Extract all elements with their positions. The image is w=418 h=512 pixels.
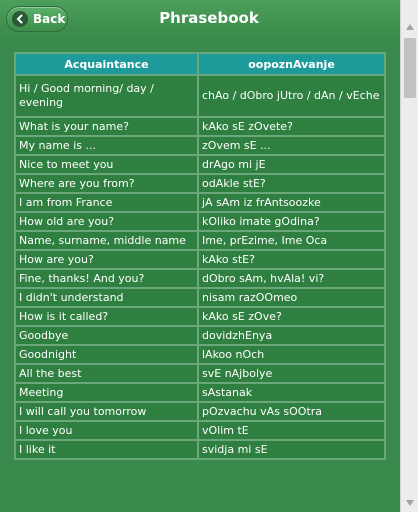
phrase-english: Name, surname, middle name [15, 231, 198, 250]
phrase-transliteration: drAgo mi jE [198, 155, 385, 174]
page-title: Phrasebook [159, 9, 259, 27]
column-header-serbian: oopoznAvanje [198, 53, 385, 75]
phrase-transliteration: kAko sE zOvete? [198, 117, 385, 136]
phrase-english: Where are you from? [15, 174, 198, 193]
table-row[interactable] [15, 193, 385, 212]
table-row[interactable] [15, 212, 385, 231]
phrase-english: Meeting [15, 383, 198, 402]
phrase-english: I will call you tomorrow [15, 402, 198, 421]
phrase-english: Fine, thanks! And you? [15, 269, 198, 288]
phrase-transliteration: chAo / dObro jUtro / dAn / vEche [198, 75, 385, 117]
table-row[interactable] [15, 326, 385, 345]
phrase-transliteration: nisam razOOmeo [198, 288, 385, 307]
back-button-label: Back [33, 12, 66, 26]
phrase-english: Nice to meet you [15, 155, 198, 174]
phrase-english: All the best [15, 364, 198, 383]
phrase-transliteration: vOlim tE [198, 421, 385, 440]
vertical-scrollbar[interactable] [400, 0, 418, 512]
phrase-transliteration: lAkoo nOch [198, 345, 385, 364]
table-row[interactable] [15, 269, 385, 288]
phrase-english: I didn't understand [15, 288, 198, 307]
column-header-english: Acquaintance [15, 53, 198, 75]
phrase-transliteration: kAko sE zOve? [198, 307, 385, 326]
table-row[interactable] [15, 288, 385, 307]
phrase-transliteration: jA sAm iz frAntsoozke [198, 193, 385, 212]
phrase-english: What is your name? [15, 117, 198, 136]
phrase-english: My name is ... [15, 136, 198, 155]
phrase-transliteration: sAstanak [198, 383, 385, 402]
table-row[interactable] [15, 421, 385, 440]
table-row[interactable] [15, 155, 385, 174]
phrase-english: Goodnight [15, 345, 198, 364]
phrase-transliteration: svE nAjbolye [198, 364, 385, 383]
table-row[interactable] [15, 75, 385, 117]
table-row[interactable] [15, 174, 385, 193]
table-row[interactable] [15, 440, 385, 459]
phrase-transliteration: pOzvachu vAs sOOtra [198, 402, 385, 421]
phrase-transliteration: dovidzhEnya [198, 326, 385, 345]
phrase-english: Goodbye [15, 326, 198, 345]
scrollbar-thumb[interactable] [404, 38, 416, 98]
table-header-row [15, 53, 385, 75]
arrow-down-icon[interactable] [401, 494, 418, 512]
table-row[interactable] [15, 364, 385, 383]
top-bar [0, 0, 418, 39]
table-row[interactable] [15, 307, 385, 326]
arrow-up-icon[interactable] [401, 18, 418, 36]
table-row[interactable] [15, 136, 385, 155]
phrase-transliteration: kOliko imate gOdina? [198, 212, 385, 231]
phrase-english: I like it [15, 440, 198, 459]
phrase-transliteration: kAko stE? [198, 250, 385, 269]
phrase-english: How are you? [15, 250, 198, 269]
content-area[interactable] [0, 38, 400, 512]
phrase-transliteration: Ime, prEzime, Ime Oca [198, 231, 385, 250]
phrase-transliteration: zOvem sE ... [198, 136, 385, 155]
phrase-table [14, 52, 386, 460]
table-row[interactable] [15, 383, 385, 402]
phrase-english: I love you [15, 421, 198, 440]
table-row[interactable] [15, 250, 385, 269]
phrase-english: How old are you? [15, 212, 198, 231]
phrase-english: Hi / Good morning/ day / evening [15, 75, 198, 117]
phrase-english: I am from France [15, 193, 198, 212]
table-row[interactable] [15, 231, 385, 250]
phrase-english: How is it called? [15, 307, 198, 326]
phrase-transliteration: dObro sAm, hvAla! vi? [198, 269, 385, 288]
table-row[interactable] [15, 117, 385, 136]
table-row[interactable] [15, 345, 385, 364]
phrase-transliteration: svidja mi sE [198, 440, 385, 459]
table-row[interactable] [15, 402, 385, 421]
phrase-transliteration: odAkle stE? [198, 174, 385, 193]
